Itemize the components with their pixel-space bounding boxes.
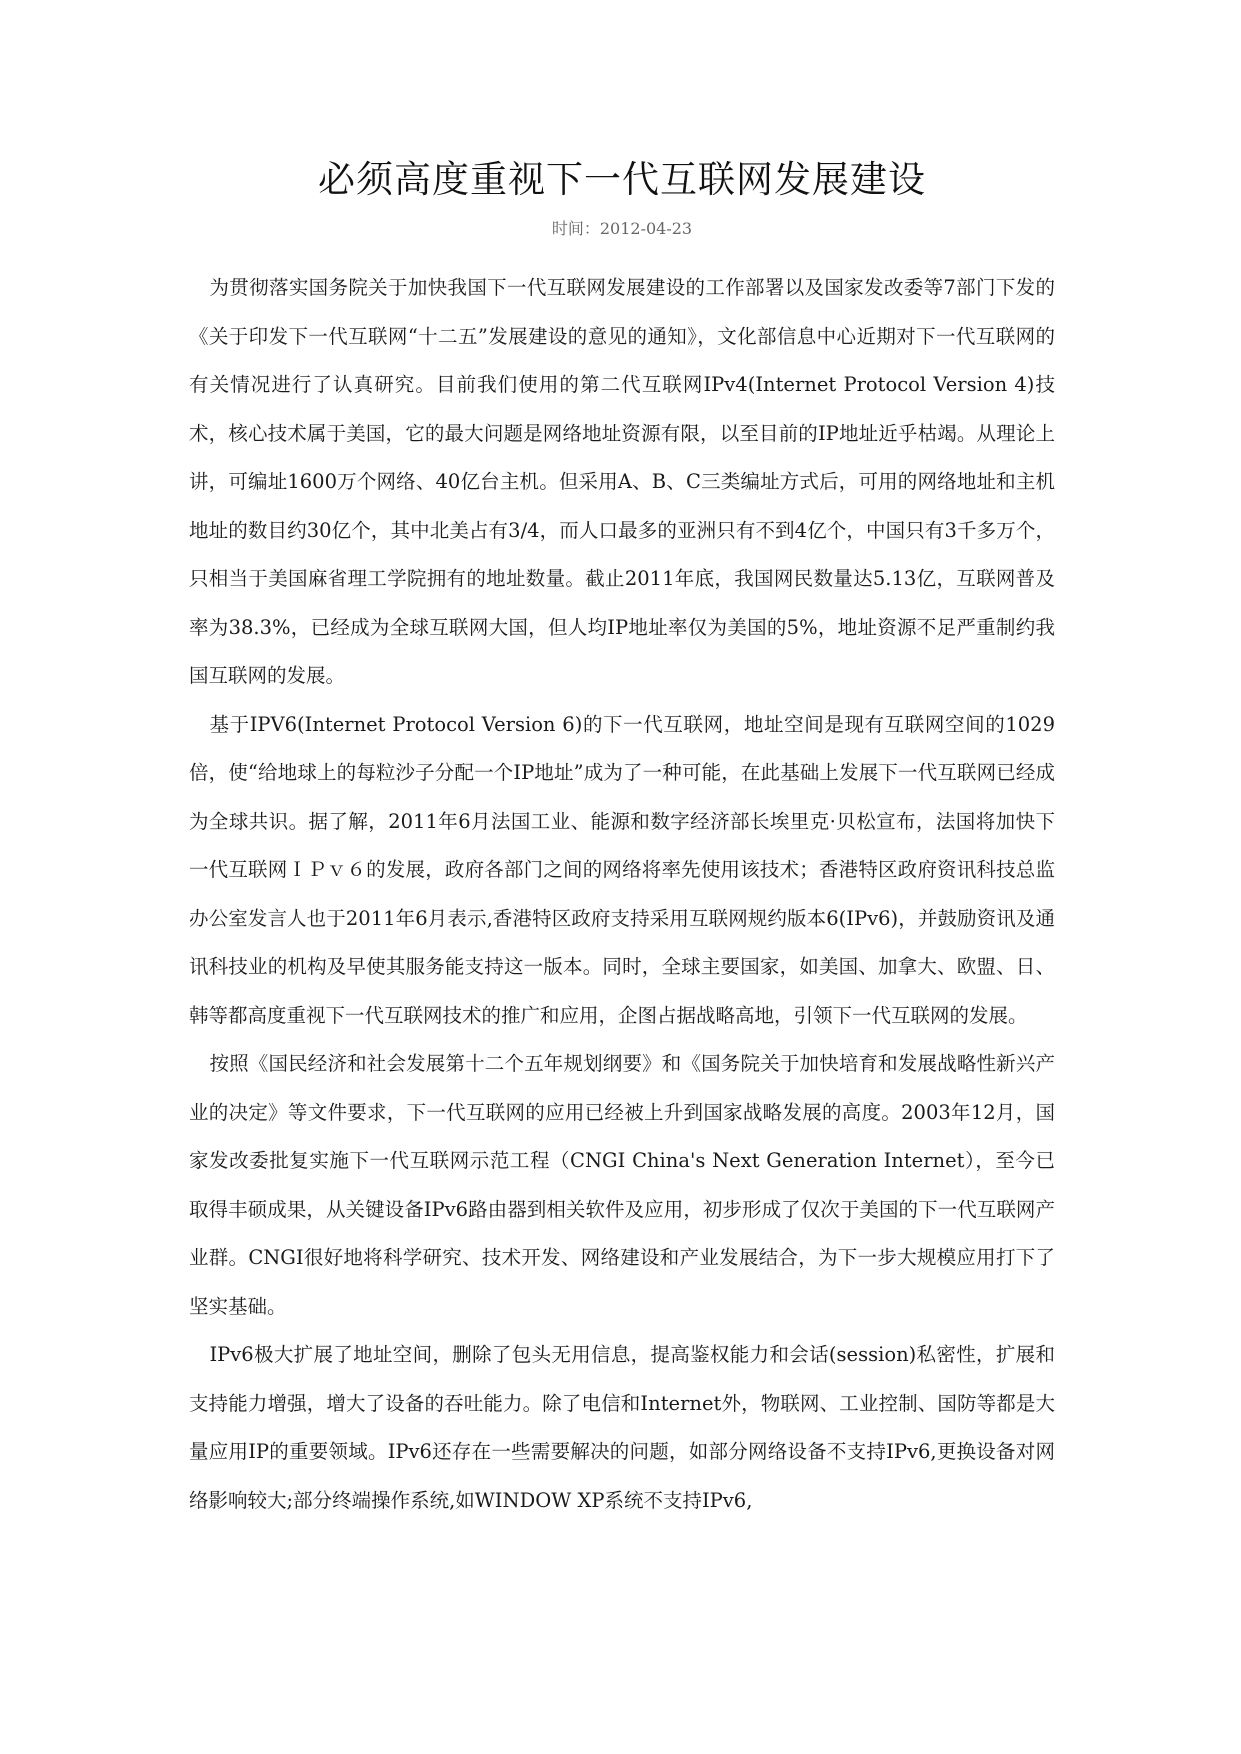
paragraph-2: 基于IPV6(Internet Protocol Version 6)的下一代互联网，地址空间是现有互联网空间的1029倍，使“给地球上的每粒沙子分配一个IP地址”成为了一种可能，在此基础上发展下一代互联网已经成为全球共识。据了解，2011年6月法国工业、能源和数字经济部长埃里克·贝松宣布，法国将加快下一代互联网ＩＰｖ６的发展，政府各部门之间的网络将率先使用该技术；香港特区政府资讯科技总监办公室发言人也于2011年6月表示,香港特区政府支持采用互联网规约版本6(IPv6)，并鼓励资讯及通讯科技业的机构及早使其服务能支持这一版本。同时，全球主要国家，如美国、加拿大、欧盟、日、韩等都高度重视下一代互联网技术的推广和应用，企图占据战略高地，引领下一代互联网的发展。	[189, 712, 1055, 1027]
publish-date: 时间：2012-04-23	[551, 219, 693, 238]
article-body	[189, 264, 1055, 1525]
paragraph-1: 为贯彻落实国务院关于加快我国下一代互联网发展建设的工作部署以及国家发改委等7部门下发的《关于印发下一代互联网“十二五”发展建设的意见的通知》，文化部信息中心近期对下一代互联网的有关情况进行了认真研究。目前我们使用的第二代互联网IPv4(Internet Protocol Version 4)技术，核心技术属于美国，它的最大问题是网络地址资源有限，以至目前的IP地址近乎枯竭。从理论上讲，可编址1600万个网络、40亿台主机。但采用A、B、C三类编址方式后，可用的网络地址和主机地址的数目约30亿个，其中北美占有3/4，而人口最多的亚洲只有不到4亿个，中国只有3千多万个，只相当于美国麻省理工学院拥有的地址数量。截止2011年底，我国网民数量达5.13亿，互联网普及率为38.3%，已经成为全球互联网大国，但人均IP地址率仅为美国的5%，地址资源不足严重制约我国互联网的发展。	[189, 276, 1055, 687]
paragraph-3: 按照《国民经济和社会发展第十二个五年规划纲要》和《国务院关于加快培育和发展战略性新兴产业的决定》等文件要求，下一代互联网的应用已经被上升到国家战略发展的高度。2003年12月，国家发改委批复实施下一代互联网示范工程（CNGI China's Next Generation Internet），至今已取得丰硕成果，从关键设备IPv6路由器到相关软件及应用，初步形成了仅次于美国的下一代互联网产业群。CNGI很好地将科学研究、技术开发、网络建设和产业发展结合，为下一步大规模应用打下了坚实基础。	[189, 1052, 1055, 1318]
paragraph-4: IPv6极大扩展了地址空间，删除了包头无用信息，提高鉴权能力和会话(session)私密性，扩展和支持能力增强，增大了设备的吞吐能力。除了电信和Internet外，物联网、工业控制、国防等都是大量应用IP的重要领域。IPv6还存在一些需要解决的问题，如部分网络设备不支持IPv6,更换设备对网络影响较大;部分终端操作系统,如WINDOW XP系统不支持IPv6,	[189, 1343, 1055, 1512]
document-title: 必须高度重视下一代互联网发展建设	[318, 158, 926, 201]
document-page	[189, 150, 1055, 1525]
